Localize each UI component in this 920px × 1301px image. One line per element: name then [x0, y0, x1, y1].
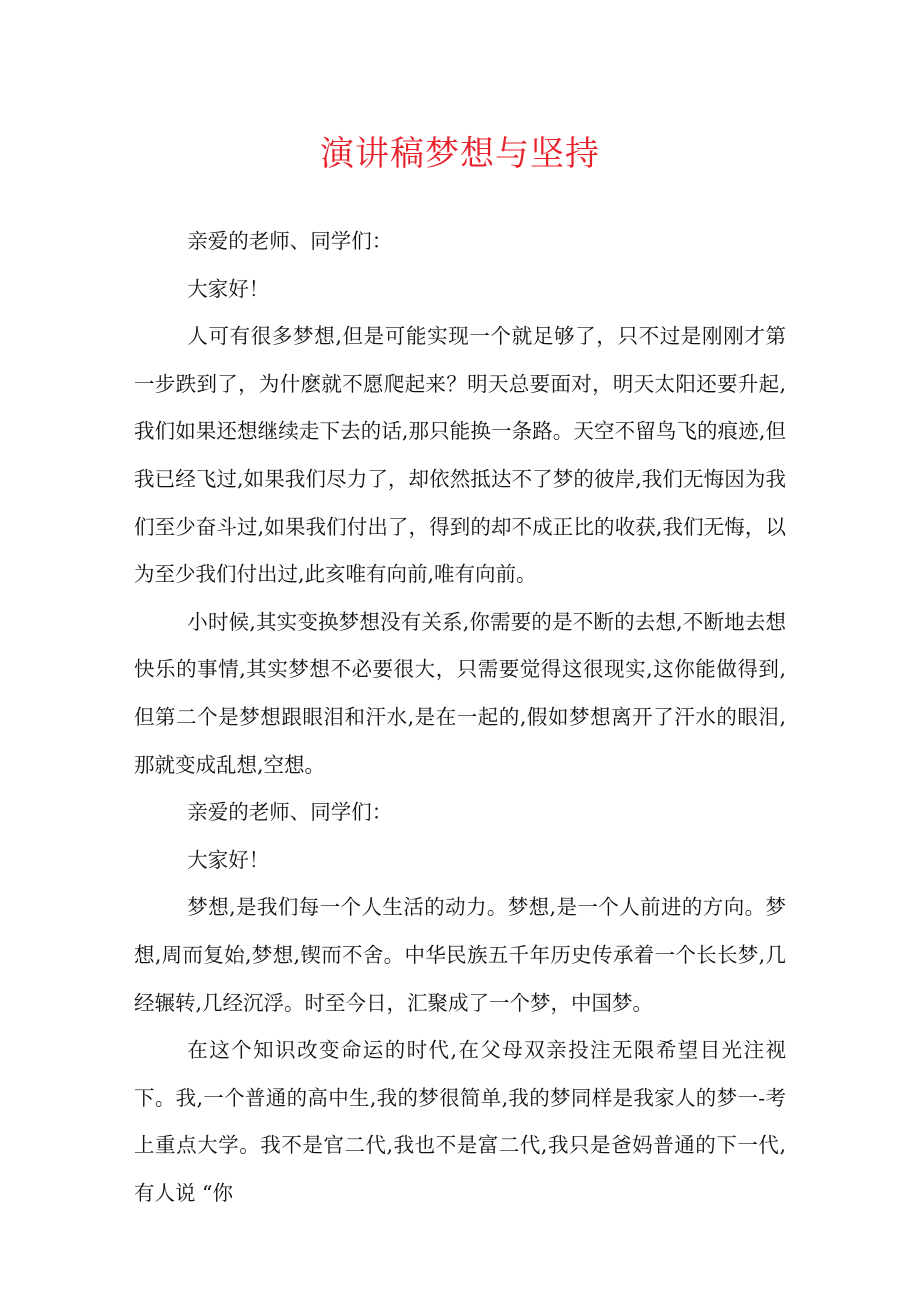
hello-paragraph: 大家好！ [187, 847, 270, 872]
body-paragraph: 小时候,其实变换梦想没有关系,你需要的是不断的去想,不断地去想快乐的事情,其实梦想不必要很大，只需要觉得这很现实,这你能做得到,但第二个是梦想跟眼泪和汗水,是在一起的,假如梦想离开了汗水的眼泪,那就变成乱想,空想。 [134, 609, 786, 777]
body-paragraph: 梦想,是我们每一个人生活的动力。梦想,是一个人前进的方向。梦想,周而复始,梦想,锲而不舍。中华民族五千年历史传承着一个长长梦,几经辗转,几经沉浮。时至今日，汇聚成了一个梦，中国梦。 [134, 895, 786, 1015]
document-body [134, 218, 786, 1217]
greeting-paragraph: 亲爱的老师、同学们： [187, 800, 393, 825]
document-title: 演讲稿梦想与坚持 [320, 134, 600, 174]
hello-paragraph: 大家好！ [187, 276, 270, 301]
body-paragraph: 在这个知识改变命运的时代,在父母双亲投注无限希望目光注视下。我,一个普通的高中生,我的梦很简单,我的梦同样是我家人的梦一-考上重点大学。我不是官二代,我也不是富二代,我只是爸妈普通的下一代,有人说 “你 [134, 1038, 786, 1205]
body-paragraph: 人可有很多梦想,但是可能实现一个就足够了，只不过是刚刚才第一步跌到了，为什麽就不愿爬起来？明天总要面对，明天太阳还要升起,我们如果还想继续走下去的话,那只能换一条路。天空不留鸟飞的痕迹,但我已经飞过,如果我们尽力了，却依然抵达不了梦的彼岸,我们无悔因为我们至少奋斗过,如果我们付出了，得到的却不成正比的收获,我们无悔，以为至少我们付出过,此亥唯有向前,唯有向前。 [134, 324, 786, 587]
greeting-paragraph: 亲爱的老师、同学们： [187, 229, 393, 253]
